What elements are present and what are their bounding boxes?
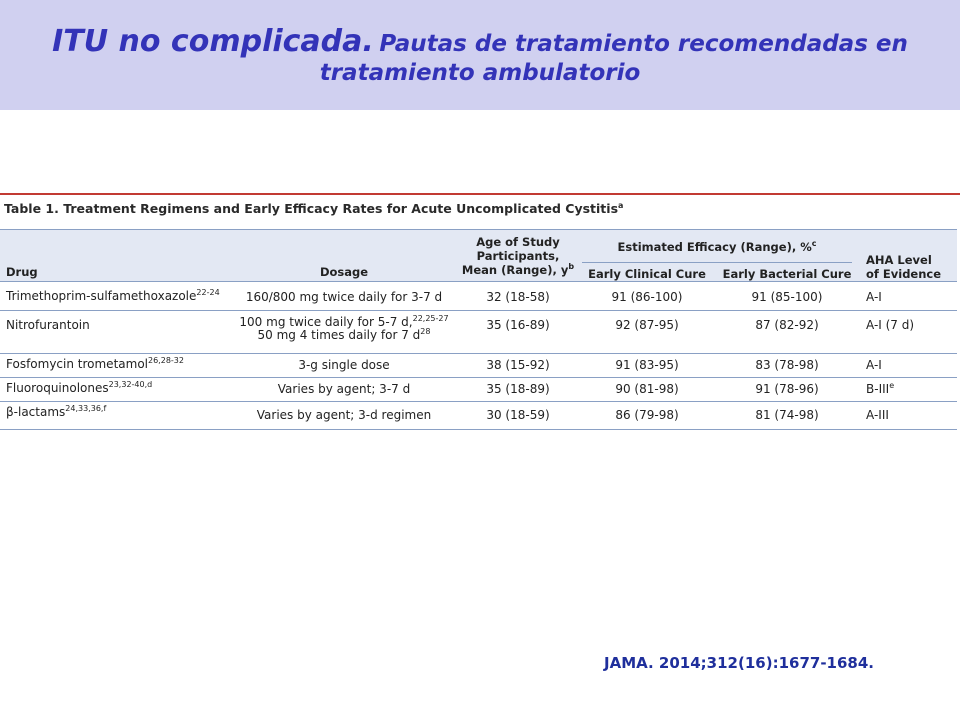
header-age-line-1: Age of Study xyxy=(476,235,560,249)
row-1-drug-text: Trimethoprim-sulfamethoxazole xyxy=(6,289,197,303)
row-5-clinical-cure: 86 (79-98) xyxy=(615,408,679,422)
header-age-line-2: Participants, xyxy=(476,249,560,263)
row-2-clinical-cure: 92 (87-95) xyxy=(615,318,679,332)
row-4-drug-refs: 23,32-40,d xyxy=(108,380,153,389)
row-1-age: 32 (18-58) xyxy=(486,290,550,304)
row-1-drug-refs: 22-24 xyxy=(196,288,220,297)
table-caption-text: Table 1. Treatment Regimens and Early Efficacy Rates for Acute Uncomplicated Cystitis xyxy=(4,201,619,216)
row-4-age: 35 (18-89) xyxy=(486,382,550,396)
header-dosage: Dosage xyxy=(319,265,369,279)
row-divider-4 xyxy=(0,401,957,402)
row-2-dosage-line-1-text: 100 mg twice daily for 5-7 d, xyxy=(239,315,413,329)
header-aha-line-1: AHA Level xyxy=(866,253,932,267)
row-4-drug-text: Fluoroquinolones xyxy=(6,381,109,395)
row-2-age: 35 (16-89) xyxy=(486,318,550,332)
table-caption xyxy=(4,201,623,216)
row-2-dosage-line-2 xyxy=(214,329,474,342)
row-3-aha: A-I xyxy=(866,358,882,372)
row-5-bacterial-cure: 81 (74-98) xyxy=(755,408,819,422)
row-1-aha: A-I xyxy=(866,290,882,304)
row-4-drug xyxy=(6,382,152,395)
header-age-line-3-text: Mean (Range), y xyxy=(461,263,569,277)
header-bottom-line xyxy=(0,281,957,282)
row-1-clinical-cure: 91 (86-100) xyxy=(611,290,683,304)
row-5-drug-text: β-lactams xyxy=(6,405,66,419)
table-bottom-line xyxy=(0,429,957,430)
row-4-aha-footnote: e xyxy=(889,381,895,390)
row-3-dosage: 3-g single dose xyxy=(298,358,390,372)
row-5-dosage: Varies by agent; 3-d regimen xyxy=(256,408,432,422)
row-divider-1 xyxy=(0,310,957,311)
efficacy-group-underline xyxy=(582,262,852,263)
header-drug: Drug xyxy=(6,265,38,279)
row-3-clinical-cure: 91 (83-95) xyxy=(615,358,679,372)
row-2-aha: A-I (7 d) xyxy=(866,318,915,332)
slide-title-main: ITU no complicada. xyxy=(52,24,374,59)
header-age-line-3 xyxy=(458,263,578,277)
row-3-age: 38 (15-92) xyxy=(486,358,550,372)
header-age-footnote: b xyxy=(568,262,575,272)
header-aha-line-2: of Evidence xyxy=(866,267,942,281)
slide-title-line-1 xyxy=(0,24,960,59)
row-1-dosage: 160/800 mg twice daily for 3-7 d xyxy=(245,290,443,304)
header-aha-level xyxy=(866,253,941,281)
row-2-dosage xyxy=(214,316,474,342)
row-1-drug xyxy=(6,290,220,303)
row-2-drug: Nitrofurantoin xyxy=(6,318,90,332)
row-1-bacterial-cure: 91 (85-100) xyxy=(751,290,823,304)
treatment-table xyxy=(0,193,960,431)
header-age xyxy=(458,235,578,277)
slide-title-line-2: tratamiento ambulatorio xyxy=(319,60,641,86)
slide-title-sub: Pautas de tratamiento recomendadas en xyxy=(379,31,908,57)
header-top-line xyxy=(0,229,957,230)
header-clinical-cure: Early Clinical Cure xyxy=(588,267,706,281)
row-4-dosage: Varies by agent; 3-7 d xyxy=(277,382,411,396)
row-3-drug-text: Fosfomycin trometamol xyxy=(6,357,148,371)
row-3-bacterial-cure: 83 (78-98) xyxy=(755,358,819,372)
row-3-drug xyxy=(6,358,184,371)
row-2-dosage-line-2-text: 50 mg 4 times daily for 7 d xyxy=(257,328,421,342)
row-2-bacterial-cure: 87 (82-92) xyxy=(755,318,819,332)
citation: JAMA. 2014;312(16):1677-1684. xyxy=(604,654,874,672)
row-2-dosage-line-2-refs: 28 xyxy=(420,327,431,336)
row-divider-3 xyxy=(0,377,957,378)
row-4-clinical-cure: 90 (81-98) xyxy=(615,382,679,396)
row-5-age: 30 (18-59) xyxy=(486,408,550,422)
row-3-drug-refs: 26,28-32 xyxy=(148,356,184,365)
row-5-aha: A-III xyxy=(866,408,889,422)
row-4-bacterial-cure: 91 (78-96) xyxy=(755,382,819,396)
header-efficacy-footnote: c xyxy=(811,239,817,249)
header-efficacy-group xyxy=(582,240,852,254)
header-bacterial-cure: Early Bacterial Cure xyxy=(722,267,852,281)
table-caption-footnote: a xyxy=(618,200,624,210)
row-divider-2 xyxy=(0,353,957,354)
row-4-aha xyxy=(866,383,894,396)
header-efficacy-text: Estimated Efficacy (Range), % xyxy=(617,240,812,254)
row-5-drug-refs: 24,33,36,f xyxy=(65,404,107,413)
row-5-drug xyxy=(6,406,106,419)
row-4-aha-text: B-III xyxy=(866,382,890,396)
table-top-rule xyxy=(0,193,960,195)
row-2-dosage-line-1-refs: 22,25-27 xyxy=(412,314,449,323)
